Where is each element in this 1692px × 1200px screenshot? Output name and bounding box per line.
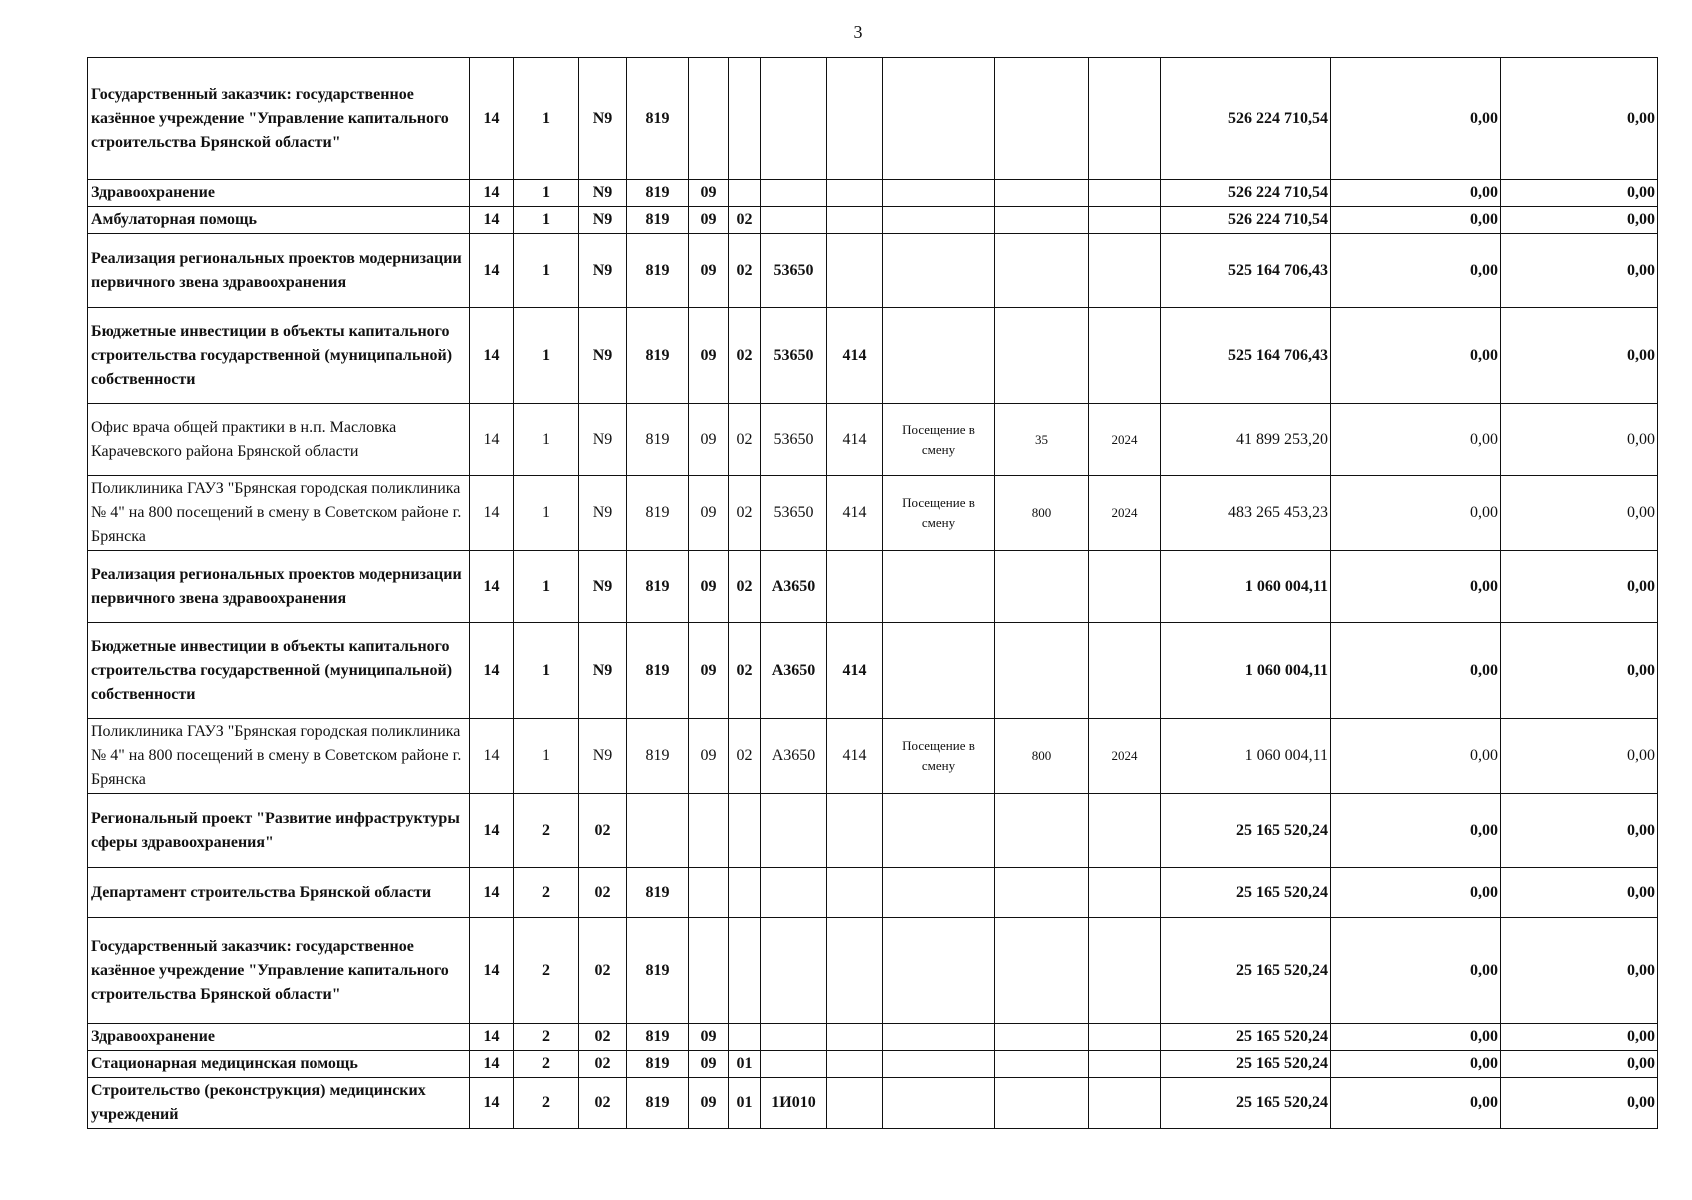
unit-cell — [883, 234, 995, 308]
year-cell — [1089, 58, 1161, 180]
year-cell — [1089, 1078, 1161, 1129]
table-row — [88, 180, 1658, 207]
amount-cell: 1 060 004,11 — [1161, 551, 1331, 623]
budget-table — [87, 57, 1658, 1129]
code-cell: 02 — [579, 794, 627, 868]
table-row — [88, 918, 1658, 1024]
code-cell: 09 — [689, 1024, 729, 1051]
code-cell: 09 — [689, 1051, 729, 1078]
code-cell — [827, 918, 883, 1024]
amount-cell: 0,00 — [1501, 719, 1658, 794]
code-cell: 1 — [514, 404, 579, 476]
code-cell: 14 — [470, 207, 514, 234]
item-name: Поликлиника ГАУЗ "Брянская городская поликлиника № 4" на 800 посещений в смену в Советском районе г. Брянска — [88, 476, 470, 551]
code-cell — [761, 180, 827, 207]
code-cell: 819 — [627, 308, 689, 404]
code-cell: 09 — [689, 719, 729, 794]
code-cell: 02 — [579, 1024, 627, 1051]
item-name: Департамент строительства Брянской области — [88, 868, 470, 918]
code-cell: 02 — [729, 308, 761, 404]
year-cell — [1089, 794, 1161, 868]
amount-cell: 25 165 520,24 — [1161, 794, 1331, 868]
code-cell: 02 — [579, 868, 627, 918]
item-name: Реализация региональных проектов модернизации первичного звена здравоохранения — [88, 551, 470, 623]
amount-cell: 0,00 — [1501, 234, 1658, 308]
code-cell — [827, 1024, 883, 1051]
amount-cell: 0,00 — [1501, 794, 1658, 868]
code-cell: 819 — [627, 623, 689, 719]
year-cell: 2024 — [1089, 404, 1161, 476]
code-cell: 02 — [729, 551, 761, 623]
code-cell: 2 — [514, 918, 579, 1024]
unit-cell — [883, 868, 995, 918]
code-cell — [729, 58, 761, 180]
code-cell: 14 — [470, 551, 514, 623]
capacity-cell — [995, 918, 1089, 1024]
code-cell: 1 — [514, 308, 579, 404]
code-cell: N9 — [579, 180, 627, 207]
code-cell — [729, 180, 761, 207]
code-cell: 1 — [514, 476, 579, 551]
year-cell — [1089, 918, 1161, 1024]
year-cell: 2024 — [1089, 476, 1161, 551]
code-cell: 02 — [729, 623, 761, 719]
code-cell: 14 — [470, 794, 514, 868]
code-cell — [729, 1024, 761, 1051]
code-cell — [827, 1078, 883, 1129]
capacity-cell — [995, 234, 1089, 308]
code-cell: 819 — [627, 551, 689, 623]
amount-cell: 25 165 520,24 — [1161, 1078, 1331, 1129]
unit-cell — [883, 551, 995, 623]
table-row — [88, 58, 1658, 180]
year-cell — [1089, 623, 1161, 719]
table-row — [88, 1051, 1658, 1078]
code-cell — [761, 794, 827, 868]
amount-cell: 0,00 — [1331, 719, 1501, 794]
code-cell — [761, 207, 827, 234]
item-name: Поликлиника ГАУЗ "Брянская городская поликлиника № 4" на 800 посещений в смену в Советском районе г. Брянска — [88, 719, 470, 794]
code-cell — [827, 180, 883, 207]
code-cell: 01 — [729, 1051, 761, 1078]
code-cell: 14 — [470, 308, 514, 404]
item-name: Строительство (реконструкция) медицинских учреждений — [88, 1078, 470, 1129]
code-cell: 09 — [689, 207, 729, 234]
amount-cell: 25 165 520,24 — [1161, 918, 1331, 1024]
code-cell: 02 — [729, 234, 761, 308]
unit-cell: Посещение в смену — [883, 404, 995, 476]
amount-cell: 0,00 — [1501, 180, 1658, 207]
code-cell — [729, 868, 761, 918]
code-cell — [827, 794, 883, 868]
amount-cell: 25 165 520,24 — [1161, 868, 1331, 918]
year-cell — [1089, 234, 1161, 308]
capacity-cell: 800 — [995, 719, 1089, 794]
page-number: 3 — [853, 22, 863, 42]
code-cell: 2 — [514, 1078, 579, 1129]
table-row — [88, 476, 1658, 551]
code-cell: N9 — [579, 719, 627, 794]
code-cell: 819 — [627, 58, 689, 180]
code-cell: 819 — [627, 1078, 689, 1129]
code-cell: 02 — [729, 476, 761, 551]
code-cell: N9 — [579, 623, 627, 719]
table-row — [88, 551, 1658, 623]
code-cell: N9 — [579, 207, 627, 234]
code-cell: А3650 — [761, 551, 827, 623]
code-cell: 414 — [827, 476, 883, 551]
code-cell: 09 — [689, 623, 729, 719]
amount-cell: 0,00 — [1501, 308, 1658, 404]
code-cell: N9 — [579, 551, 627, 623]
code-cell: 14 — [470, 234, 514, 308]
code-cell: 14 — [470, 868, 514, 918]
year-cell — [1089, 207, 1161, 234]
code-cell: 2 — [514, 868, 579, 918]
amount-cell: 0,00 — [1331, 58, 1501, 180]
year-cell — [1089, 1051, 1161, 1078]
amount-cell: 525 164 706,43 — [1161, 234, 1331, 308]
unit-cell — [883, 918, 995, 1024]
code-cell: 53650 — [761, 234, 827, 308]
code-cell: 14 — [470, 476, 514, 551]
code-cell: 1И010 — [761, 1078, 827, 1129]
amount-cell: 526 224 710,54 — [1161, 58, 1331, 180]
year-cell — [1089, 308, 1161, 404]
item-name: Государственный заказчик: государственное казённое учреждение "Управление капитального строительства Брянской области" — [88, 58, 470, 180]
code-cell: 819 — [627, 868, 689, 918]
amount-cell: 0,00 — [1331, 404, 1501, 476]
code-cell — [827, 868, 883, 918]
code-cell: 14 — [470, 180, 514, 207]
amount-cell: 0,00 — [1331, 1078, 1501, 1129]
code-cell: 819 — [627, 404, 689, 476]
item-name: Региональный проект "Развитие инфраструктуры сферы здравоохранения" — [88, 794, 470, 868]
code-cell: 414 — [827, 404, 883, 476]
unit-cell — [883, 1078, 995, 1129]
code-cell: 14 — [470, 623, 514, 719]
code-cell: 09 — [689, 404, 729, 476]
code-cell: 414 — [827, 719, 883, 794]
code-cell: 53650 — [761, 404, 827, 476]
table-row — [88, 1078, 1658, 1129]
code-cell: 819 — [627, 207, 689, 234]
code-cell — [761, 868, 827, 918]
amount-cell: 0,00 — [1331, 476, 1501, 551]
code-cell: 02 — [729, 404, 761, 476]
item-name: Офис врача общей практики в н.п. Масловка Карачевского района Брянской области — [88, 404, 470, 476]
code-cell: 53650 — [761, 308, 827, 404]
unit-cell — [883, 1024, 995, 1051]
code-cell — [761, 1024, 827, 1051]
year-cell: 2024 — [1089, 719, 1161, 794]
amount-cell: 1 060 004,11 — [1161, 623, 1331, 719]
year-cell — [1089, 180, 1161, 207]
amount-cell: 25 165 520,24 — [1161, 1024, 1331, 1051]
code-cell: 14 — [470, 719, 514, 794]
code-cell: N9 — [579, 476, 627, 551]
amount-cell: 0,00 — [1331, 308, 1501, 404]
code-cell: 1 — [514, 180, 579, 207]
code-cell: 53650 — [761, 476, 827, 551]
code-cell: А3650 — [761, 623, 827, 719]
year-cell — [1089, 1024, 1161, 1051]
code-cell: N9 — [579, 234, 627, 308]
code-cell: 819 — [627, 234, 689, 308]
year-cell — [1089, 868, 1161, 918]
capacity-cell — [995, 1051, 1089, 1078]
code-cell: 14 — [470, 1078, 514, 1129]
code-cell: 819 — [627, 918, 689, 1024]
amount-cell: 526 224 710,54 — [1161, 180, 1331, 207]
code-cell — [827, 234, 883, 308]
code-cell — [689, 58, 729, 180]
table-row — [88, 404, 1658, 476]
table-row — [88, 308, 1658, 404]
code-cell: 14 — [470, 58, 514, 180]
table-row — [88, 794, 1658, 868]
code-cell: 02 — [579, 918, 627, 1024]
table-row — [88, 1024, 1658, 1051]
amount-cell: 0,00 — [1331, 551, 1501, 623]
unit-cell — [883, 207, 995, 234]
unit-cell: Посещение в смену — [883, 476, 995, 551]
year-cell — [1089, 551, 1161, 623]
unit-cell — [883, 308, 995, 404]
code-cell — [827, 551, 883, 623]
code-cell — [689, 794, 729, 868]
code-cell — [729, 794, 761, 868]
code-cell — [761, 1051, 827, 1078]
code-cell: 02 — [579, 1078, 627, 1129]
table-row — [88, 234, 1658, 308]
code-cell — [627, 794, 689, 868]
code-cell: 02 — [729, 207, 761, 234]
unit-cell — [883, 58, 995, 180]
capacity-cell — [995, 180, 1089, 207]
capacity-cell — [995, 1024, 1089, 1051]
code-cell: 14 — [470, 918, 514, 1024]
code-cell: N9 — [579, 308, 627, 404]
item-name: Реализация региональных проектов модернизации первичного звена здравоохранения — [88, 234, 470, 308]
amount-cell: 0,00 — [1331, 1051, 1501, 1078]
code-cell: 09 — [689, 551, 729, 623]
capacity-cell — [995, 308, 1089, 404]
amount-cell: 0,00 — [1501, 1051, 1658, 1078]
amount-cell: 1 060 004,11 — [1161, 719, 1331, 794]
code-cell: 819 — [627, 719, 689, 794]
code-cell: 414 — [827, 623, 883, 719]
amount-cell: 0,00 — [1331, 1024, 1501, 1051]
code-cell: 09 — [689, 476, 729, 551]
unit-cell: Посещение в смену — [883, 719, 995, 794]
code-cell: 2 — [514, 794, 579, 868]
amount-cell: 0,00 — [1501, 207, 1658, 234]
code-cell: 1 — [514, 551, 579, 623]
table-row — [88, 207, 1658, 234]
capacity-cell: 800 — [995, 476, 1089, 551]
unit-cell — [883, 1051, 995, 1078]
item-name: Здравоохранение — [88, 180, 470, 207]
amount-cell: 0,00 — [1501, 868, 1658, 918]
code-cell: 14 — [470, 1051, 514, 1078]
amount-cell: 25 165 520,24 — [1161, 1051, 1331, 1078]
code-cell — [729, 918, 761, 1024]
code-cell: 1 — [514, 58, 579, 180]
capacity-cell — [995, 1078, 1089, 1129]
code-cell: 414 — [827, 308, 883, 404]
code-cell: 02 — [579, 1051, 627, 1078]
code-cell — [827, 58, 883, 180]
item-name: Стационарная медицинская помощь — [88, 1051, 470, 1078]
code-cell: 01 — [729, 1078, 761, 1129]
code-cell: 2 — [514, 1051, 579, 1078]
code-cell: 819 — [627, 180, 689, 207]
table-row — [88, 719, 1658, 794]
unit-cell — [883, 180, 995, 207]
amount-cell: 0,00 — [1501, 551, 1658, 623]
code-cell: 819 — [627, 476, 689, 551]
code-cell: 1 — [514, 623, 579, 719]
capacity-cell — [995, 551, 1089, 623]
amount-cell: 0,00 — [1501, 1078, 1658, 1129]
table-row — [88, 623, 1658, 719]
capacity-cell — [995, 868, 1089, 918]
code-cell — [689, 868, 729, 918]
code-cell: 1 — [514, 234, 579, 308]
code-cell: 14 — [470, 1024, 514, 1051]
code-cell: 2 — [514, 1024, 579, 1051]
code-cell — [827, 1051, 883, 1078]
amount-cell: 0,00 — [1501, 623, 1658, 719]
amount-cell: 0,00 — [1501, 1024, 1658, 1051]
amount-cell: 0,00 — [1331, 868, 1501, 918]
code-cell — [827, 207, 883, 234]
code-cell: 14 — [470, 404, 514, 476]
amount-cell: 0,00 — [1331, 623, 1501, 719]
code-cell: 02 — [729, 719, 761, 794]
amount-cell: 0,00 — [1331, 794, 1501, 868]
amount-cell: 0,00 — [1331, 234, 1501, 308]
item-name: Бюджетные инвестиции в объекты капитального строительства государственной (муниципальной) собственности — [88, 623, 470, 719]
capacity-cell — [995, 207, 1089, 234]
amount-cell: 0,00 — [1331, 180, 1501, 207]
item-name: Государственный заказчик: государственное казённое учреждение "Управление капитального строительства Брянской области" — [88, 918, 470, 1024]
table-row — [88, 868, 1658, 918]
code-cell: 09 — [689, 234, 729, 308]
code-cell: 1 — [514, 207, 579, 234]
capacity-cell — [995, 794, 1089, 868]
item-name: Бюджетные инвестиции в объекты капитального строительства государственной (муниципальной) собственности — [88, 308, 470, 404]
amount-cell: 41 899 253,20 — [1161, 404, 1331, 476]
capacity-cell: 35 — [995, 404, 1089, 476]
unit-cell — [883, 794, 995, 868]
code-cell: N9 — [579, 58, 627, 180]
capacity-cell — [995, 623, 1089, 719]
code-cell: 819 — [627, 1024, 689, 1051]
amount-cell: 0,00 — [1501, 404, 1658, 476]
item-name: Здравоохранение — [88, 1024, 470, 1051]
code-cell: 1 — [514, 719, 579, 794]
code-cell: 09 — [689, 180, 729, 207]
capacity-cell — [995, 58, 1089, 180]
code-cell — [689, 918, 729, 1024]
amount-cell: 0,00 — [1331, 918, 1501, 1024]
code-cell — [761, 918, 827, 1024]
code-cell: 09 — [689, 308, 729, 404]
amount-cell: 526 224 710,54 — [1161, 207, 1331, 234]
code-cell — [761, 58, 827, 180]
code-cell: 819 — [627, 1051, 689, 1078]
amount-cell: 0,00 — [1501, 918, 1658, 1024]
amount-cell: 0,00 — [1501, 476, 1658, 551]
amount-cell: 525 164 706,43 — [1161, 308, 1331, 404]
unit-cell — [883, 623, 995, 719]
amount-cell: 483 265 453,23 — [1161, 476, 1331, 551]
code-cell: 09 — [689, 1078, 729, 1129]
amount-cell: 0,00 — [1331, 207, 1501, 234]
code-cell: А3650 — [761, 719, 827, 794]
item-name: Амбулаторная помощь — [88, 207, 470, 234]
amount-cell: 0,00 — [1501, 58, 1658, 180]
code-cell: N9 — [579, 404, 627, 476]
